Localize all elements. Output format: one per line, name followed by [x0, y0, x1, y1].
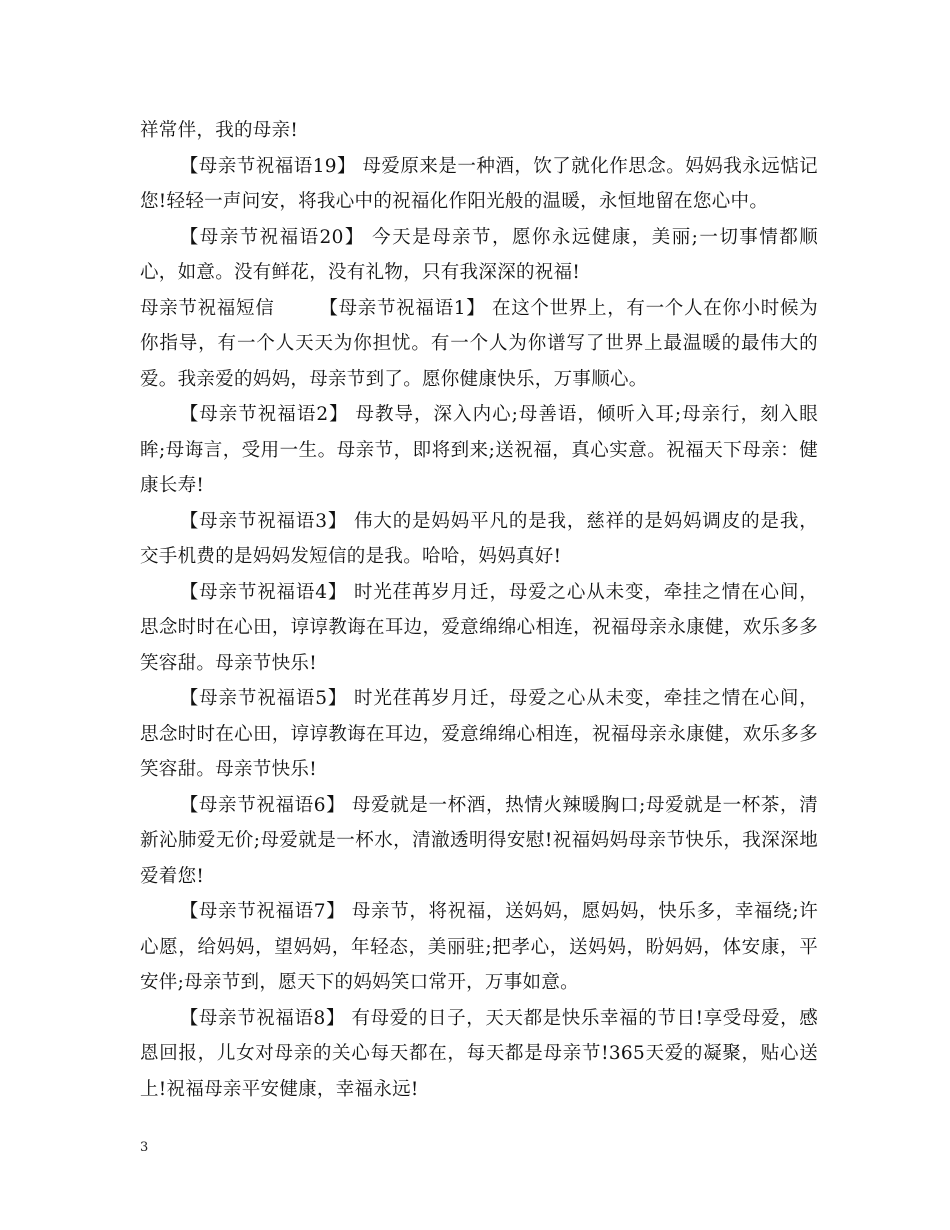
paragraph: 【母亲节祝福语8】 有母爱的日子，天天都是快乐幸福的节日!享受母爱，感恩回报，儿女对母亲的关心每天都在，每天都是母亲节!365天爱的凝聚，贴心送上!祝福母亲平安健康，幸福永远!	[140, 1007, 818, 1100]
document-body	[140, 113, 818, 1107]
page-number: 3	[140, 1140, 149, 1155]
paragraph: 【母亲节祝福语3】 伟大的是妈妈平凡的是我，慈祥的是妈妈调皮的是我，交手机费的是妈妈发短信的是我。哈哈，妈妈真好!	[140, 510, 818, 567]
paragraph: 母亲节祝福短信 【母亲节祝福语1】 在这个世界上，有一个人在你小时候为你指导，有一个人天天为你担忧。有一个人为你谱写了世界上最温暖的最伟大的爱。我亲爱的妈妈，母亲节到了。愿你健康快乐，万事顺心。	[140, 297, 818, 390]
paragraph: 【母亲节祝福语4】 时光荏苒岁月迁，母爱之心从未变，牵挂之情在心间，思念时时在心田，谆谆教诲在耳边，爱意绵绵心相连，祝福母亲永康健，欢乐多多笑容甜。母亲节快乐!	[140, 581, 818, 674]
paragraph: 【母亲节祝福语19】 母爱原来是一种酒，饮了就化作思念。妈妈我永远惦记您!轻轻一声问安，将我心中的祝福化作阳光般的温暖，永恒地留在您心中。	[140, 155, 818, 212]
paragraph: 【母亲节祝福语7】 母亲节，将祝福，送妈妈，愿妈妈，快乐多，幸福绕;许心愿，给妈妈，望妈妈，年轻态，美丽驻;把孝心，送妈妈，盼妈妈，体安康，平安伴;母亲节到，愿天下的妈妈笑口常开，万事如意。	[140, 901, 818, 993]
paragraph: 【母亲节祝福语5】 时光荏苒岁月迁，母爱之心从未变，牵挂之情在心间，思念时时在心田，谆谆教诲在耳边，爱意绵绵心相连，祝福母亲永康健，欢乐多多笑容甜。母亲节快乐!	[140, 688, 818, 780]
paragraph: 祥常伴，我的母亲!	[140, 120, 299, 141]
paragraph: 【母亲节祝福语6】 母爱就是一杯酒，热情火辣暖胸口;母爱就是一杯茶，清新沁肺爱无价;母爱就是一杯水，清澈透明得安慰!祝福妈妈母亲节快乐，我深深地爱着您!	[140, 794, 818, 887]
paragraph: 【母亲节祝福语20】 今天是母亲节，愿你永远健康，美丽;一切事情都顺心，如意。没有鲜花，没有礼物，只有我深深的祝福!	[140, 226, 818, 283]
paragraph: 【母亲节祝福语2】 母教导，深入内心;母善语，倾听入耳;母亲行，刻入眼眸;母诲言，受用一生。母亲节，即将到来;送祝福，真心实意。祝福天下母亲：健康长寿!	[140, 404, 818, 496]
